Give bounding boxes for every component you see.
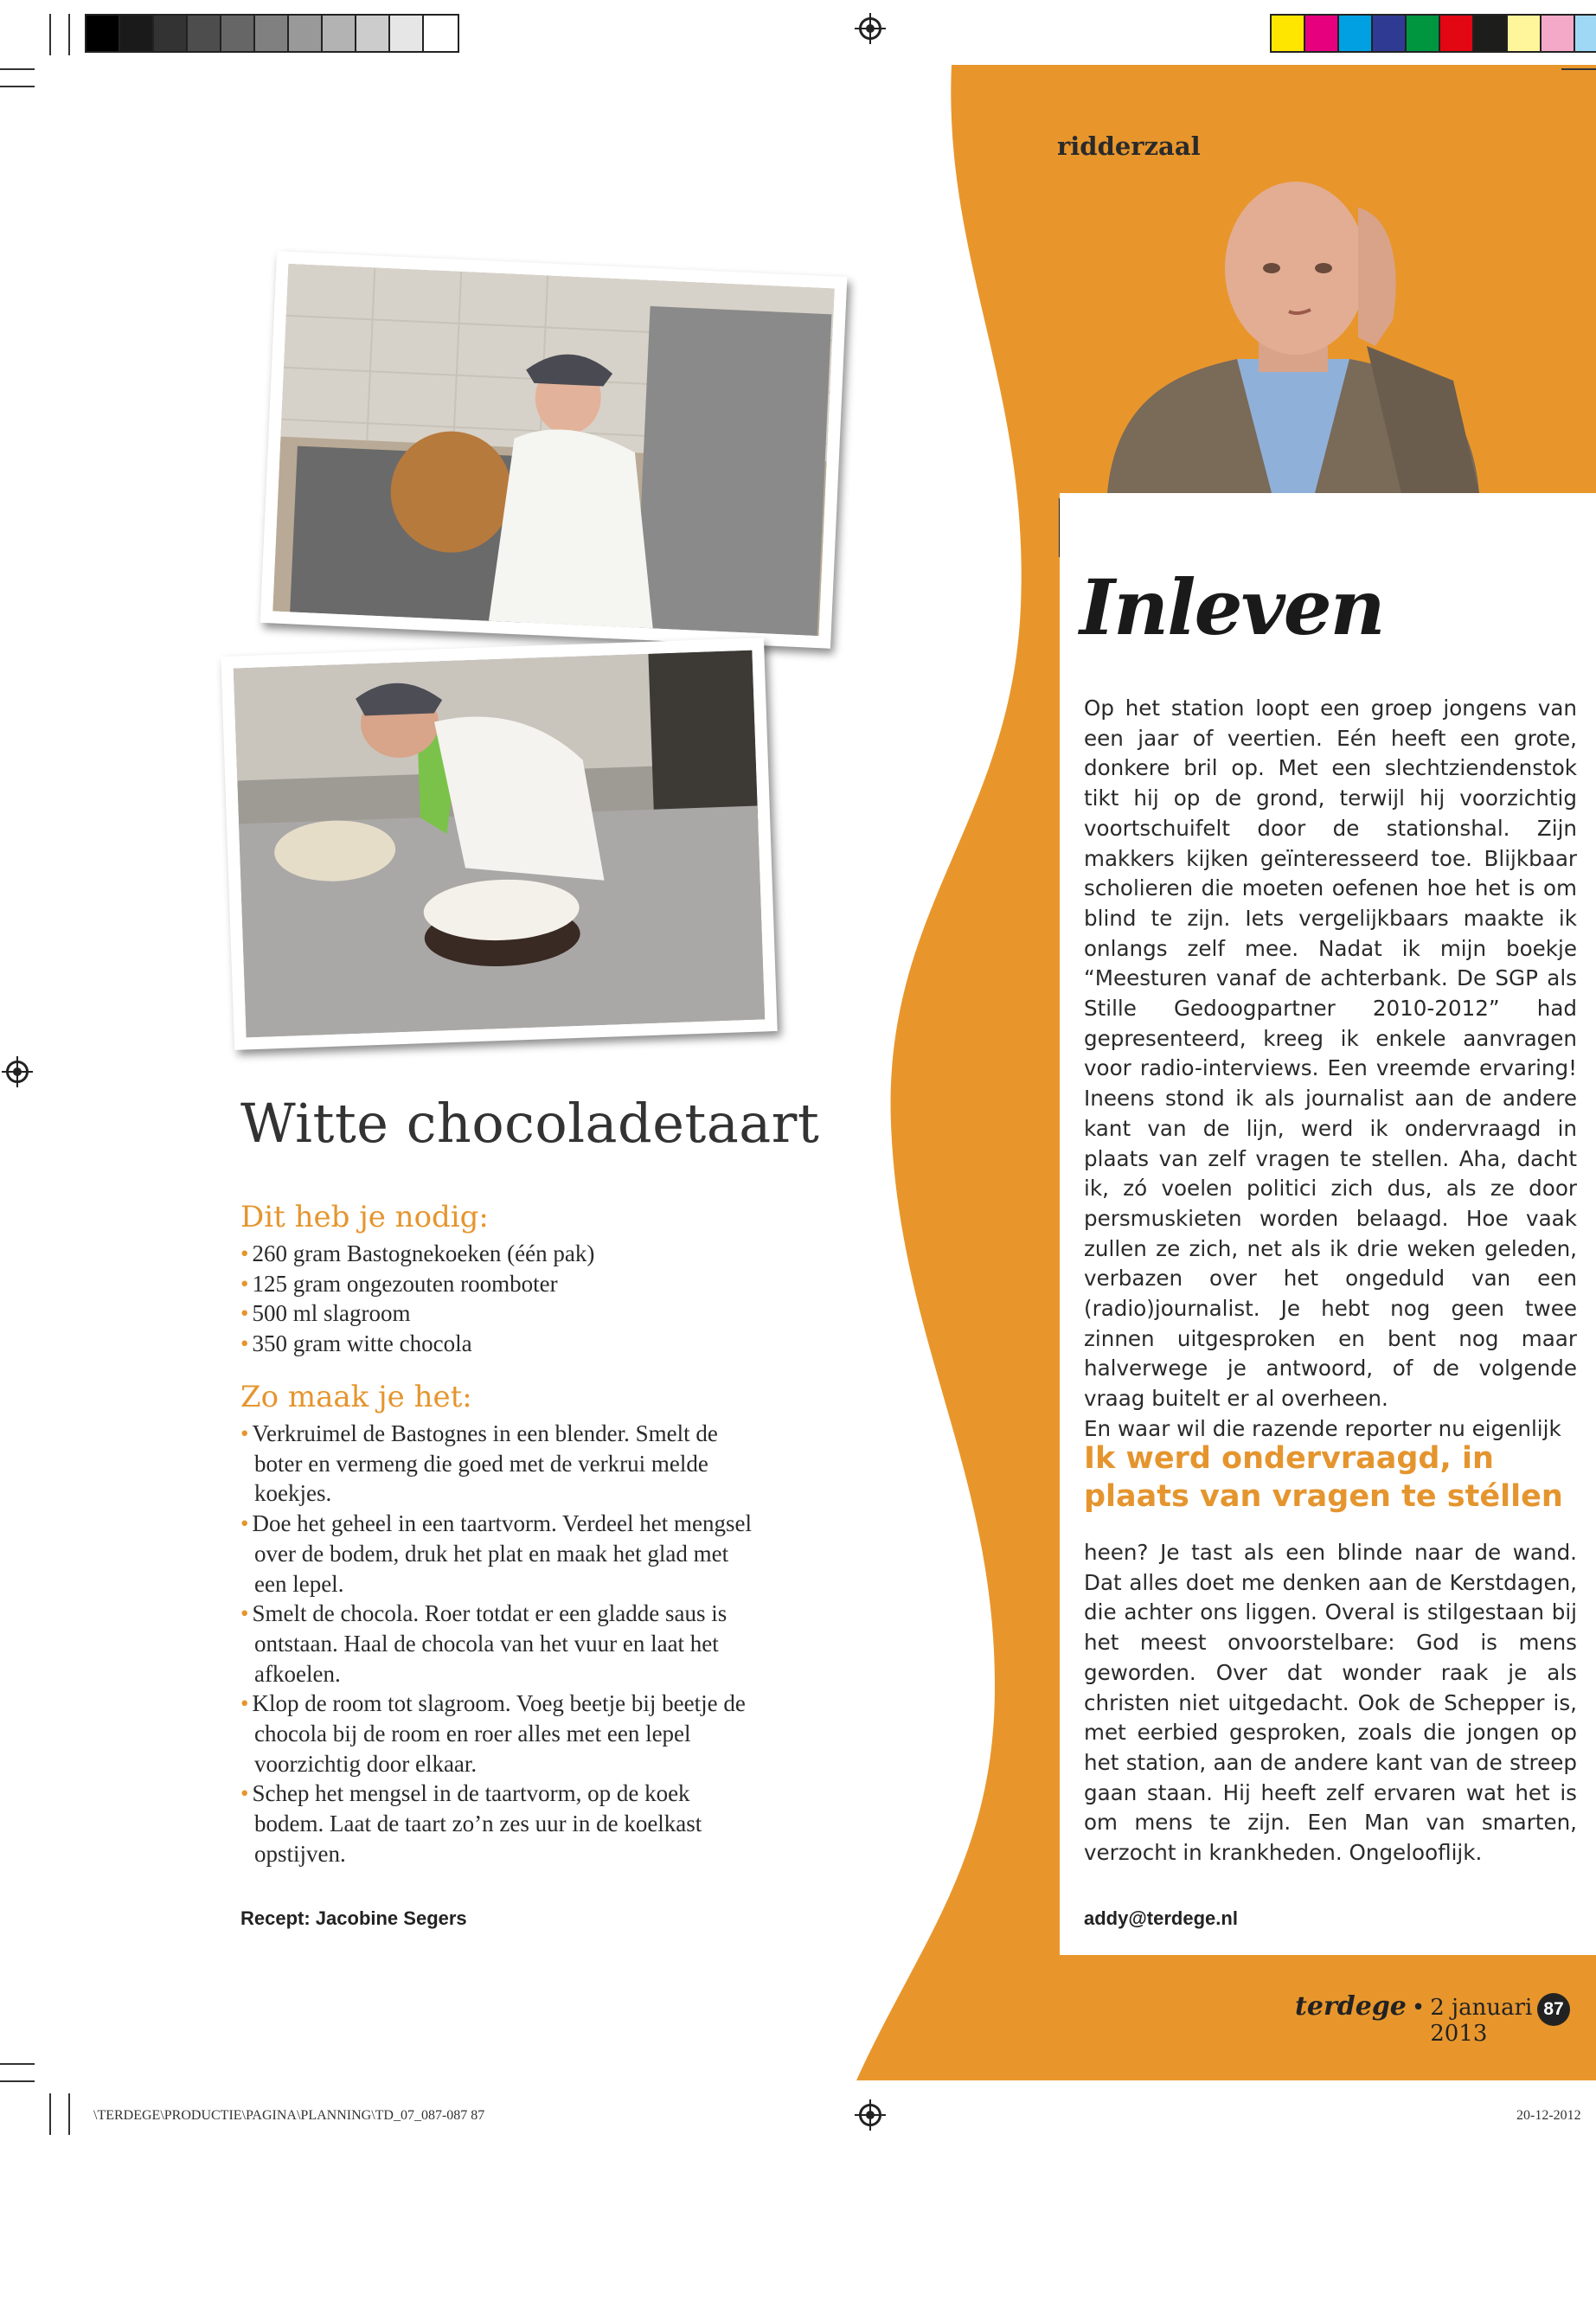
ingredients-list (240, 1239, 760, 1359)
step-item: • Schep het mengsel in de taartvorm, op de koek bodem. Laat de taart zo’n zes uur in de koelkast opstijven. (240, 1779, 764, 1868)
crop-mark (0, 2063, 35, 2065)
recipe-credit: Recept: Jacobine Segers (240, 1907, 467, 1929)
footer-date: 2 januari 2013 (1430, 1995, 1533, 2047)
steps-list (240, 1419, 764, 1869)
gray-color-bar (85, 14, 459, 53)
ingredient-item: • 125 gram ongezouten roomboter (240, 1269, 760, 1299)
ingredient-item: • 500 ml slagroom (240, 1298, 760, 1329)
registration-mark-icon (6, 1061, 29, 1083)
column-body-part2 (1084, 1538, 1577, 1868)
ingredients-heading: Dit heb je nodig: (240, 1200, 489, 1234)
page-number-badge: 87 (1537, 1993, 1570, 2026)
color-swatch (1407, 16, 1440, 51)
color-swatch (1305, 16, 1339, 51)
registration-mark-icon (859, 17, 881, 40)
step-item: • Klop de room tot slagroom. Voeg beetje bij beetje de chocola bij de room en roer alles met een lepel voorzichtig door elkaar. (240, 1689, 764, 1779)
chocolate-machine-photo (260, 251, 848, 648)
crop-mark (49, 14, 51, 55)
pull-quote: Ik werd ondervraagd, in plaats van vragen te stéllen (1084, 1441, 1563, 1514)
recipe-title: Witte chocoladetaart (240, 1092, 820, 1155)
color-swatch (255, 16, 289, 51)
color-swatch (289, 16, 323, 51)
color-swatch (120, 16, 154, 51)
slug-path: \TERDEGE\PRODUCTIE\PAGINA\PLANNING\TD_07_087-087 87 (93, 2108, 485, 2123)
crop-mark (68, 2093, 70, 2135)
color-swatch (188, 16, 221, 51)
color-swatch (1339, 16, 1373, 51)
color-swatch (424, 16, 458, 51)
color-swatch (1272, 16, 1305, 51)
steps-heading: Zo maak je het: (240, 1380, 472, 1414)
ingredient-item: • 350 gram witte chocola (240, 1329, 760, 1359)
brand-logo: terdege (1295, 1991, 1407, 2022)
crop-mark (0, 68, 35, 70)
step-item: • Doe het geheel in een taartvorm. Verdeel het mengsel over de bodem, druk het plat en maak het glad met een lepel. (240, 1509, 764, 1599)
color-swatch (1508, 16, 1542, 51)
color-swatch (323, 16, 356, 51)
color-swatch (1575, 16, 1596, 51)
column-body-paragraph: Op het station loopt een groep jongens van een jaar of veertien. Eén heeft een grote, donkere bril op. Met een slechtziendenstok tikt hij op de grond, terwijl hij voorzichtig voortschuifelt door de stationshal. Zijn makkers kijken geïnteresseerd toe. Blijkbaar scholieren die moeten oefenen hoe het is om blind te zijn. Iets vergelijkbaars maakte ik onlangs zelf mee. Nadat ik mijn boekje “Meesturen vanaf de achterbank. De SGP als Stille Gedoogpartner 2010-2012” had gepresenteerd, kreeg ik enkele aanvragen voor radio-interviews. Een vreemde ervaring! Ineens stond ik als journalist aan de andere kant van de lijn, werd ik ondervraagd in plaats van zelf vragen te stellen. Aha, dacht ik, zó voelen politici zich dus, als ze door persmuskieten worden belaagd. Hoe vaak zullen ze zich, net als ik drie weken geleden, verbazen over het ongeduld van een (radio)journalist. Je hebt nog geen twee zinnen uitgesproken en bent nog maar halverwege je antwoord, of de volgende vraag buitelt er al overheen. (1084, 695, 1577, 1412)
author-email-link[interactable]: addy@terdege.nl (1084, 1907, 1238, 1929)
column-body-paragraph: heen? Je tast als een blinde naar de wand. Dat alles doet me denken aan de Kerstdagen, die achter ons liggen. Overal is stilgestaan bij het meest onvoorstelbare: God is mens geworden. Over dat wonder raak je als christen niet uitgedacht. Ook de Schepper is, met eerbied gesproken, zoals die jongen op het station, aan de andere kant van de streep gaan staan. Hij heeft zelf ervaren wat het is om mens te zijn. Een Man van smarten, verzocht in krankheden. Ongelooflijk. (1084, 1540, 1577, 1866)
crop-mark (1561, 68, 1596, 70)
step-item: • Verkruimel de Bastognes in een blender. Smelt de boter en vermeng die goed met de verkrui melde koekjes. (240, 1419, 764, 1509)
section-label: ridderzaal (1057, 131, 1201, 161)
color-swatch (154, 16, 188, 51)
color-swatch (1440, 16, 1474, 51)
color-swatch (390, 16, 424, 51)
ingredient-item: • 260 gram Bastognekoeken (één pak) (240, 1239, 760, 1269)
crop-mark (0, 2080, 35, 2082)
crop-mark (68, 14, 70, 55)
registration-mark-icon (859, 2104, 881, 2126)
step-item: • Smelt de chocola. Roer totdat er een gladde saus is ontstaan. Haal de chocola van het vuur en laat het afkoelen. (240, 1599, 764, 1689)
column-body-paragraph-end: En waar wil die razende reporter nu eigenlijk (1084, 1415, 1561, 1441)
footer-separator: • (1411, 1995, 1426, 2021)
author-portrait-photo (1073, 138, 1514, 493)
crop-mark (49, 2093, 51, 2135)
color-swatch (221, 16, 255, 51)
column-title: Inleven (1080, 562, 1384, 652)
color-swatch (356, 16, 390, 51)
color-swatch (1474, 16, 1508, 51)
color-swatch (1373, 16, 1407, 51)
slug-date: 20-12-2012 (1516, 2108, 1581, 2123)
color-swatch (87, 16, 120, 51)
cake-decorating-photo (221, 638, 777, 1050)
crop-mark (0, 86, 35, 87)
color-swatch (1542, 16, 1575, 51)
cmyk-color-bar (1270, 14, 1596, 53)
column-body-part1 (1084, 694, 1577, 1445)
